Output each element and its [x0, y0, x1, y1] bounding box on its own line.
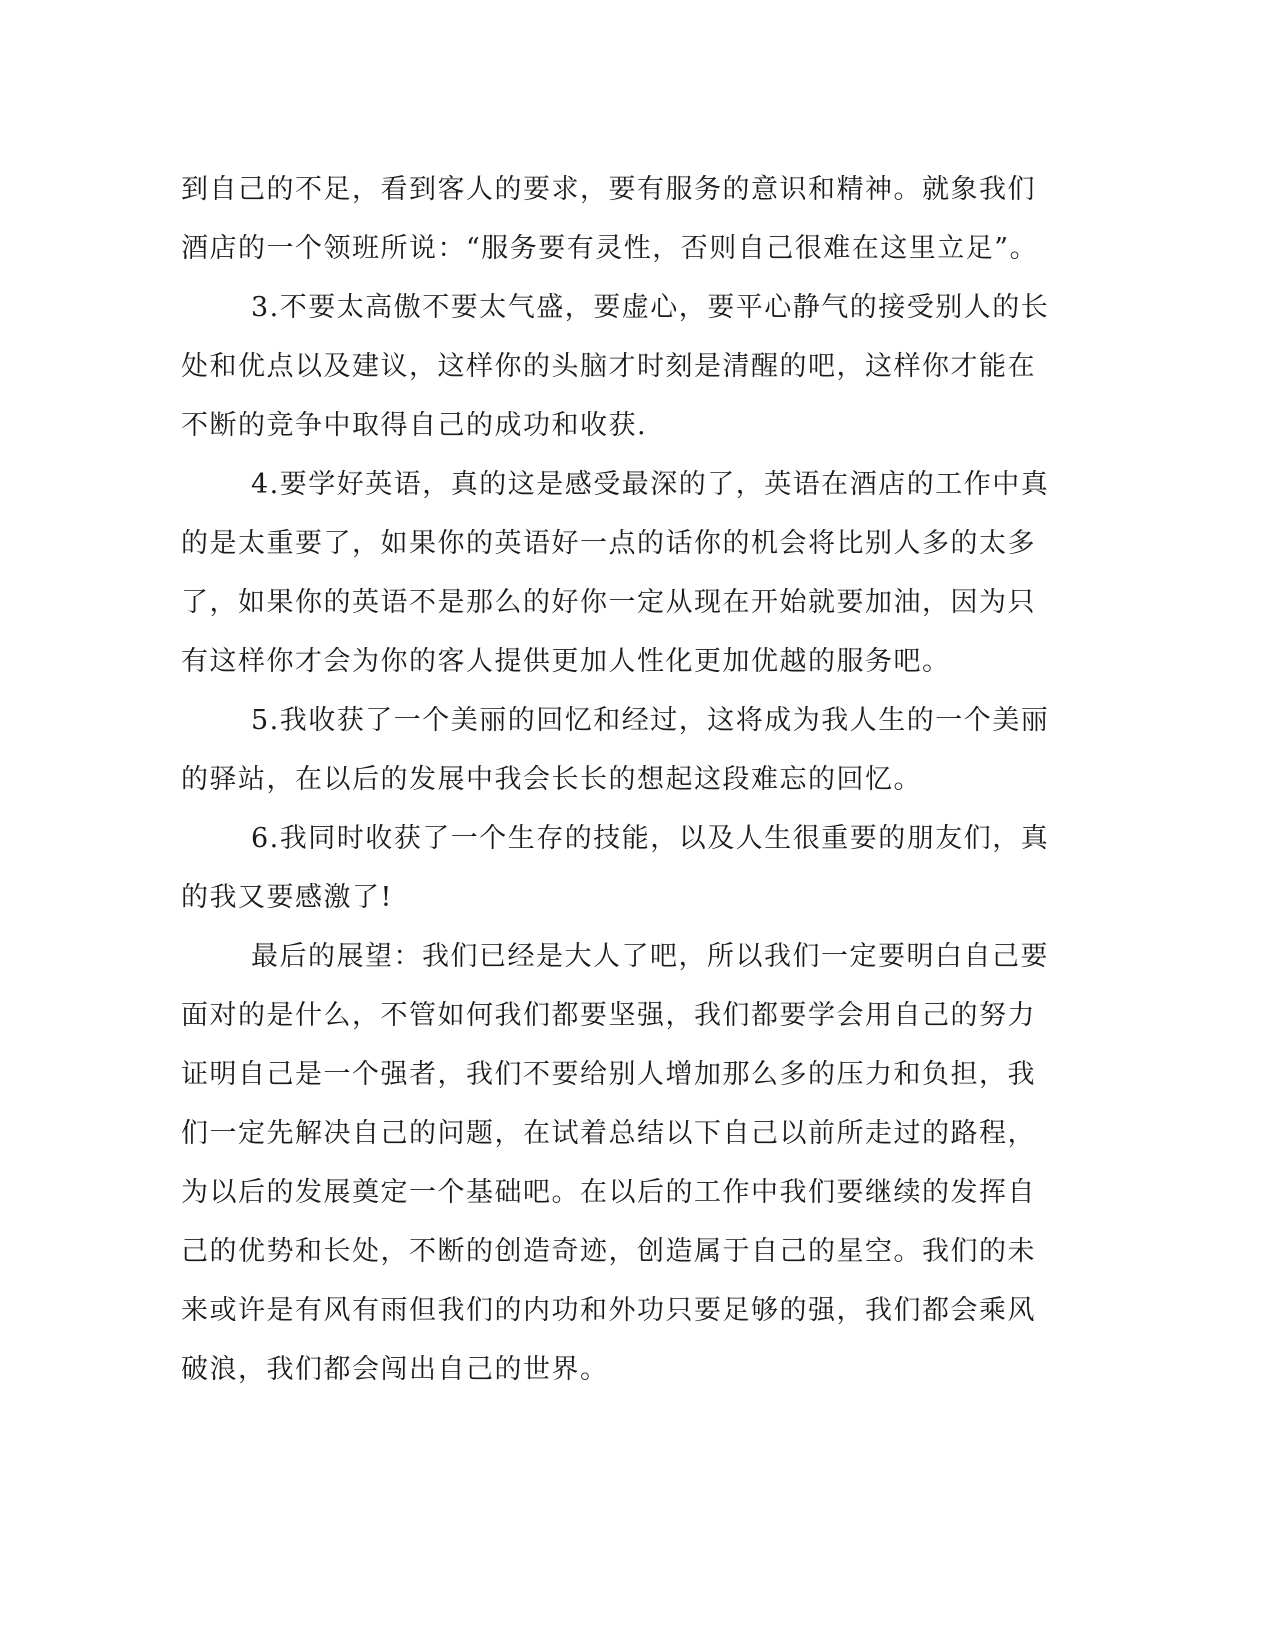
text-line: 己的优势和长处，不断的创造奇迹，创造属于自己的星空。我们的未	[181, 1236, 1036, 1267]
text-line: 的我又要感激了!	[181, 882, 393, 913]
text-line: 6.我同时收获了一个生存的技能，以及人生很重要的朋友们，真	[251, 823, 1050, 854]
paragraph-continued	[181, 160, 1039, 278]
text-line: 处和优点以及建议，这样你的头脑才时刻是清醒的吧，这样你才能在	[181, 351, 1036, 382]
text-line: 的是太重要了，如果你的英语好一点的话你的机会将比别人多的太多	[181, 528, 1036, 559]
text-line: 有这样你才会为你的客人提供更加人性化更加优越的服务吧。	[181, 646, 951, 677]
text-line: 酒店的一个领班所说：“服务要有灵性，否则自己很难在这里立足”。	[181, 233, 1039, 264]
text-line: 5.我收获了一个美丽的回忆和经过，这将成为我人生的一个美丽	[251, 705, 1050, 736]
paragraph-item-3	[181, 278, 1050, 455]
text-line: 最后的展望：我们已经是大人了吧，所以我们一定要明白自己要	[251, 941, 1049, 972]
text-line: 了，如果你的英语不是那么的好你一定从现在开始就要加油，因为只	[181, 587, 1036, 618]
text-line: 4.要学好英语，真的这是感受最深的了，英语在酒店的工作中真	[251, 469, 1050, 500]
text-line: 不断的竞争中取得自己的成功和收获.	[181, 410, 648, 441]
text-line: 3.不要太高傲不要太气盛，要虚心，要平心静气的接受别人的长	[251, 292, 1050, 323]
paragraph-final-outlook	[181, 927, 1049, 1399]
text-line: 为以后的发展奠定一个基础吧。在以后的工作中我们要继续的发挥自	[181, 1177, 1036, 1208]
text-line: 证明自己是一个强者，我们不要给别人增加那么多的压力和负担，我	[181, 1059, 1036, 1090]
text-line: 到自己的不足，看到客人的要求，要有服务的意识和精神。就象我们	[181, 174, 1036, 205]
paragraph-item-5	[181, 691, 1050, 809]
document-body	[181, 160, 1050, 1399]
paragraph-item-4	[181, 455, 1050, 691]
paragraph-item-6	[181, 809, 1050, 927]
text-line: 破浪，我们都会闯出自己的世界。	[181, 1354, 609, 1385]
text-line: 来或许是有风有雨但我们的内功和外功只要足够的强，我们都会乘风	[181, 1295, 1036, 1326]
text-line: 的驿站，在以后的发展中我会长长的想起这段难忘的回忆。	[181, 764, 922, 795]
text-line: 面对的是什么，不管如何我们都要坚强，我们都要学会用自己的努力	[181, 1000, 1036, 1031]
text-line: 们一定先解决自己的问题，在试着总结以下自己以前所走过的路程，	[181, 1118, 1036, 1149]
